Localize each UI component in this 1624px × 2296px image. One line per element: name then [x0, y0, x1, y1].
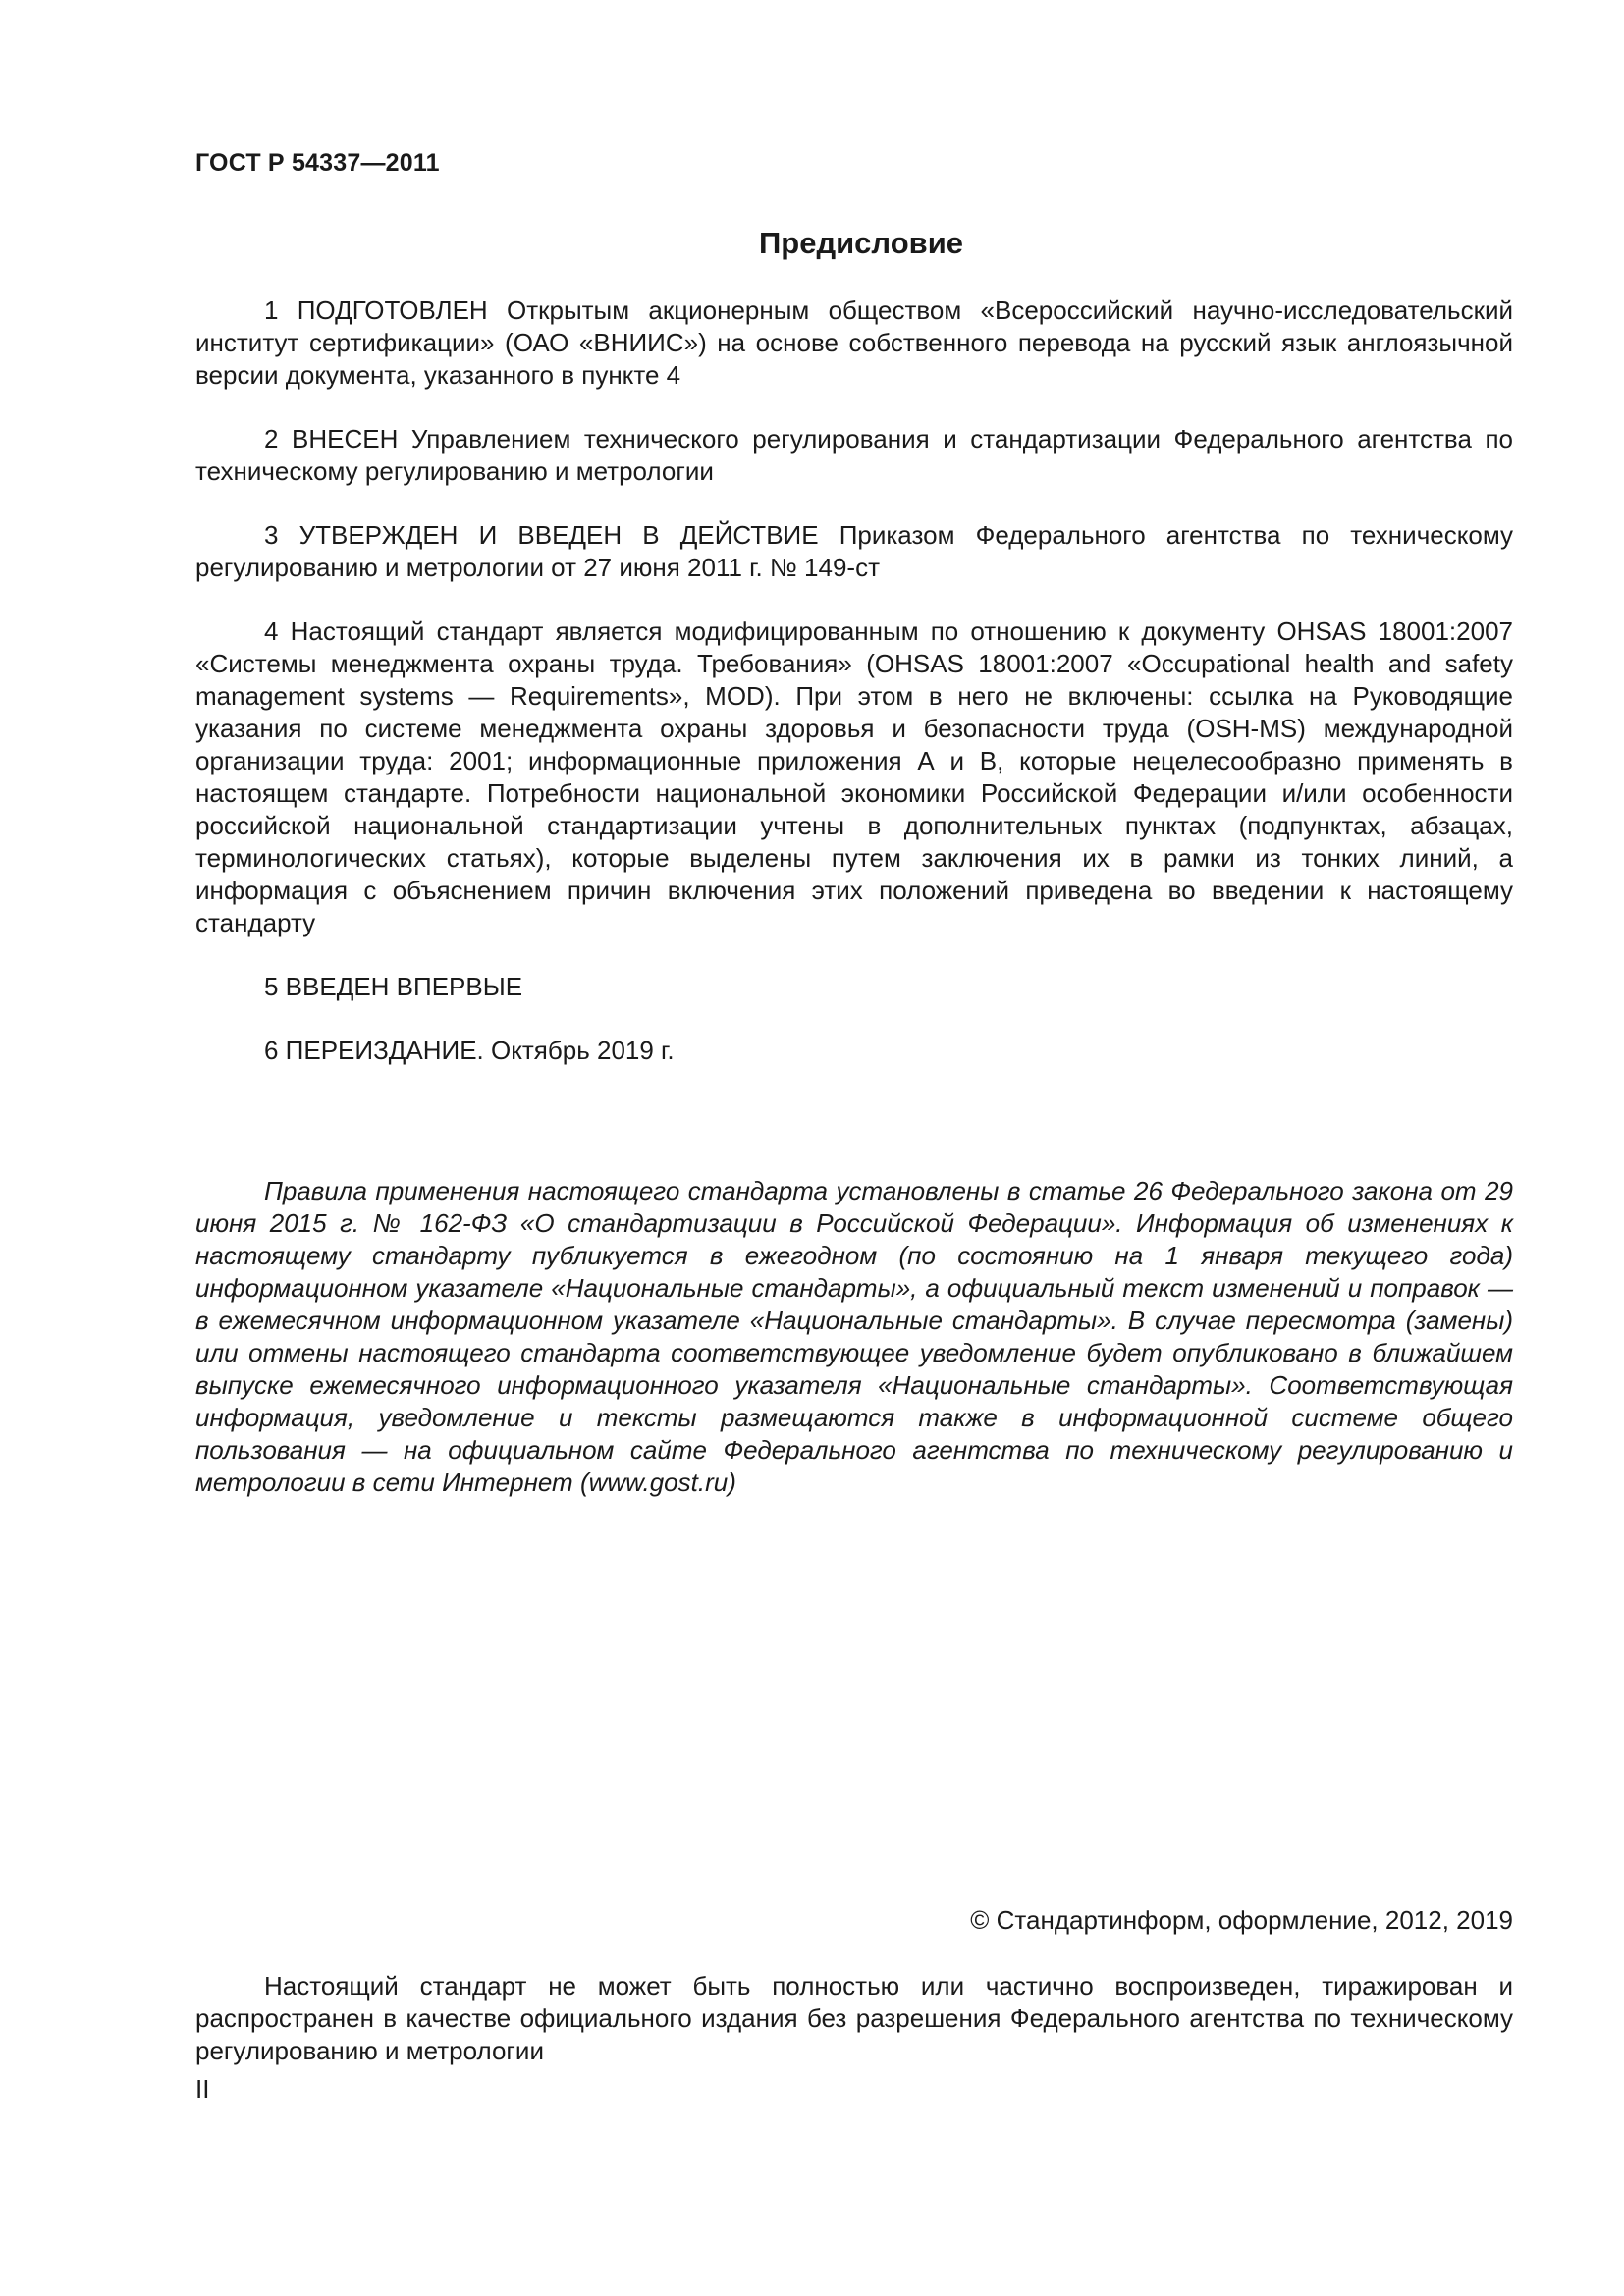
foreword-body [195, 294, 1513, 1098]
page-title: Предисловие [758, 226, 963, 260]
paragraph-5: 5 ВВЕДЕН ВПЕРВЫЕ [264, 972, 523, 1001]
paragraph-1: 1 ПОДГОТОВЛЕН Открытым акционерным обществом «Всероссийский научно-исследовательский институт сертификации» (ОАО «ВНИИС») на основе собственного перевода на русский язык англоязычной версии документа, указанного в пункте 4 [195, 295, 1513, 390]
application-rules-note: Правила применения настоящего стандарта установлены в статье 26 Федерального закона от 29 июня 2015 г. № 162-ФЗ «О стандартизации в Российской Федерации». Информация об изменениях к настоящему стандарту публикуется в ежегодном (по состоянию на 1 января текущего года) информационном указателе «Национальные стандарты», а официальный текст изменений и поправок — в ежемесячном информационном указателе «Национальные стандарты». В случае пересмотра (замены) или отмены настоящего стандарта соответствующее уведомление будет опубликовано в ближайшем выпуске ежемесячного информационного указателя «Национальные стандарты». Соответствующая информация, уведомление и тексты размещаются также в информационной системе общего пользования — на официальном сайте Федерального агентства по техническому регулированию и метрологии в сети Интернет (www.gost.ru) [195, 1176, 1513, 1497]
paragraph-3: 3 УТВЕРЖДЕН И ВВЕДЕН В ДЕЙСТВИЕ Приказом Федерального агентства по техническому регулированию и метрологии от 27 июня 2011 г. № 149-ст [195, 520, 1513, 582]
paragraph-4: 4 Настоящий стандарт является модифицированным по отношению к документу OHSAS 18001:2007 «Системы менеджмента охраны труда. Требования» (OHSAS 18001:2007 «Occupational health and safety management systems — Requirements», MOD). При этом в него не включены: ссылка на Руководящие указания по системе менеджмента охраны здоровья и безопасности труда (OSH-MS) международной организации труда: 2001; информационные приложения А и В, которые нецелесообразно применять в настоящем стандарте. Потребности национальной экономики Российской Федерации и/или особенности российской национальной стандартизации учтены в дополнительных пунктах (подпунктах, абзацах, терминологических статьях), которые выделены путем заключения их в рамки из тонких линий, а информация с объяснением причин включения этих положений приведена во введении к настоящему стандарту [195, 616, 1513, 937]
reproduction-notice: Настоящий стандарт не может быть полностью или частично воспроизведен, тиражирован и распространен в качестве официального издания без разрешения Федерального агентства по техническому регулированию и метрологии [195, 1971, 1513, 2065]
copyright-line: © Стандартинформ, оформление, 2012, 2019 [970, 1905, 1513, 1935]
paragraph-6: 6 ПЕРЕИЗДАНИЕ. Октябрь 2019 г. [264, 1036, 675, 1065]
paragraph-2: 2 ВНЕСЕН Управлением технического регулирования и стандартизации Федерального агентства по техническому регулированию и метрологии [195, 424, 1513, 486]
document-code: ГОСТ Р 54337—2011 [195, 149, 440, 177]
page-number: II [195, 2074, 210, 2104]
